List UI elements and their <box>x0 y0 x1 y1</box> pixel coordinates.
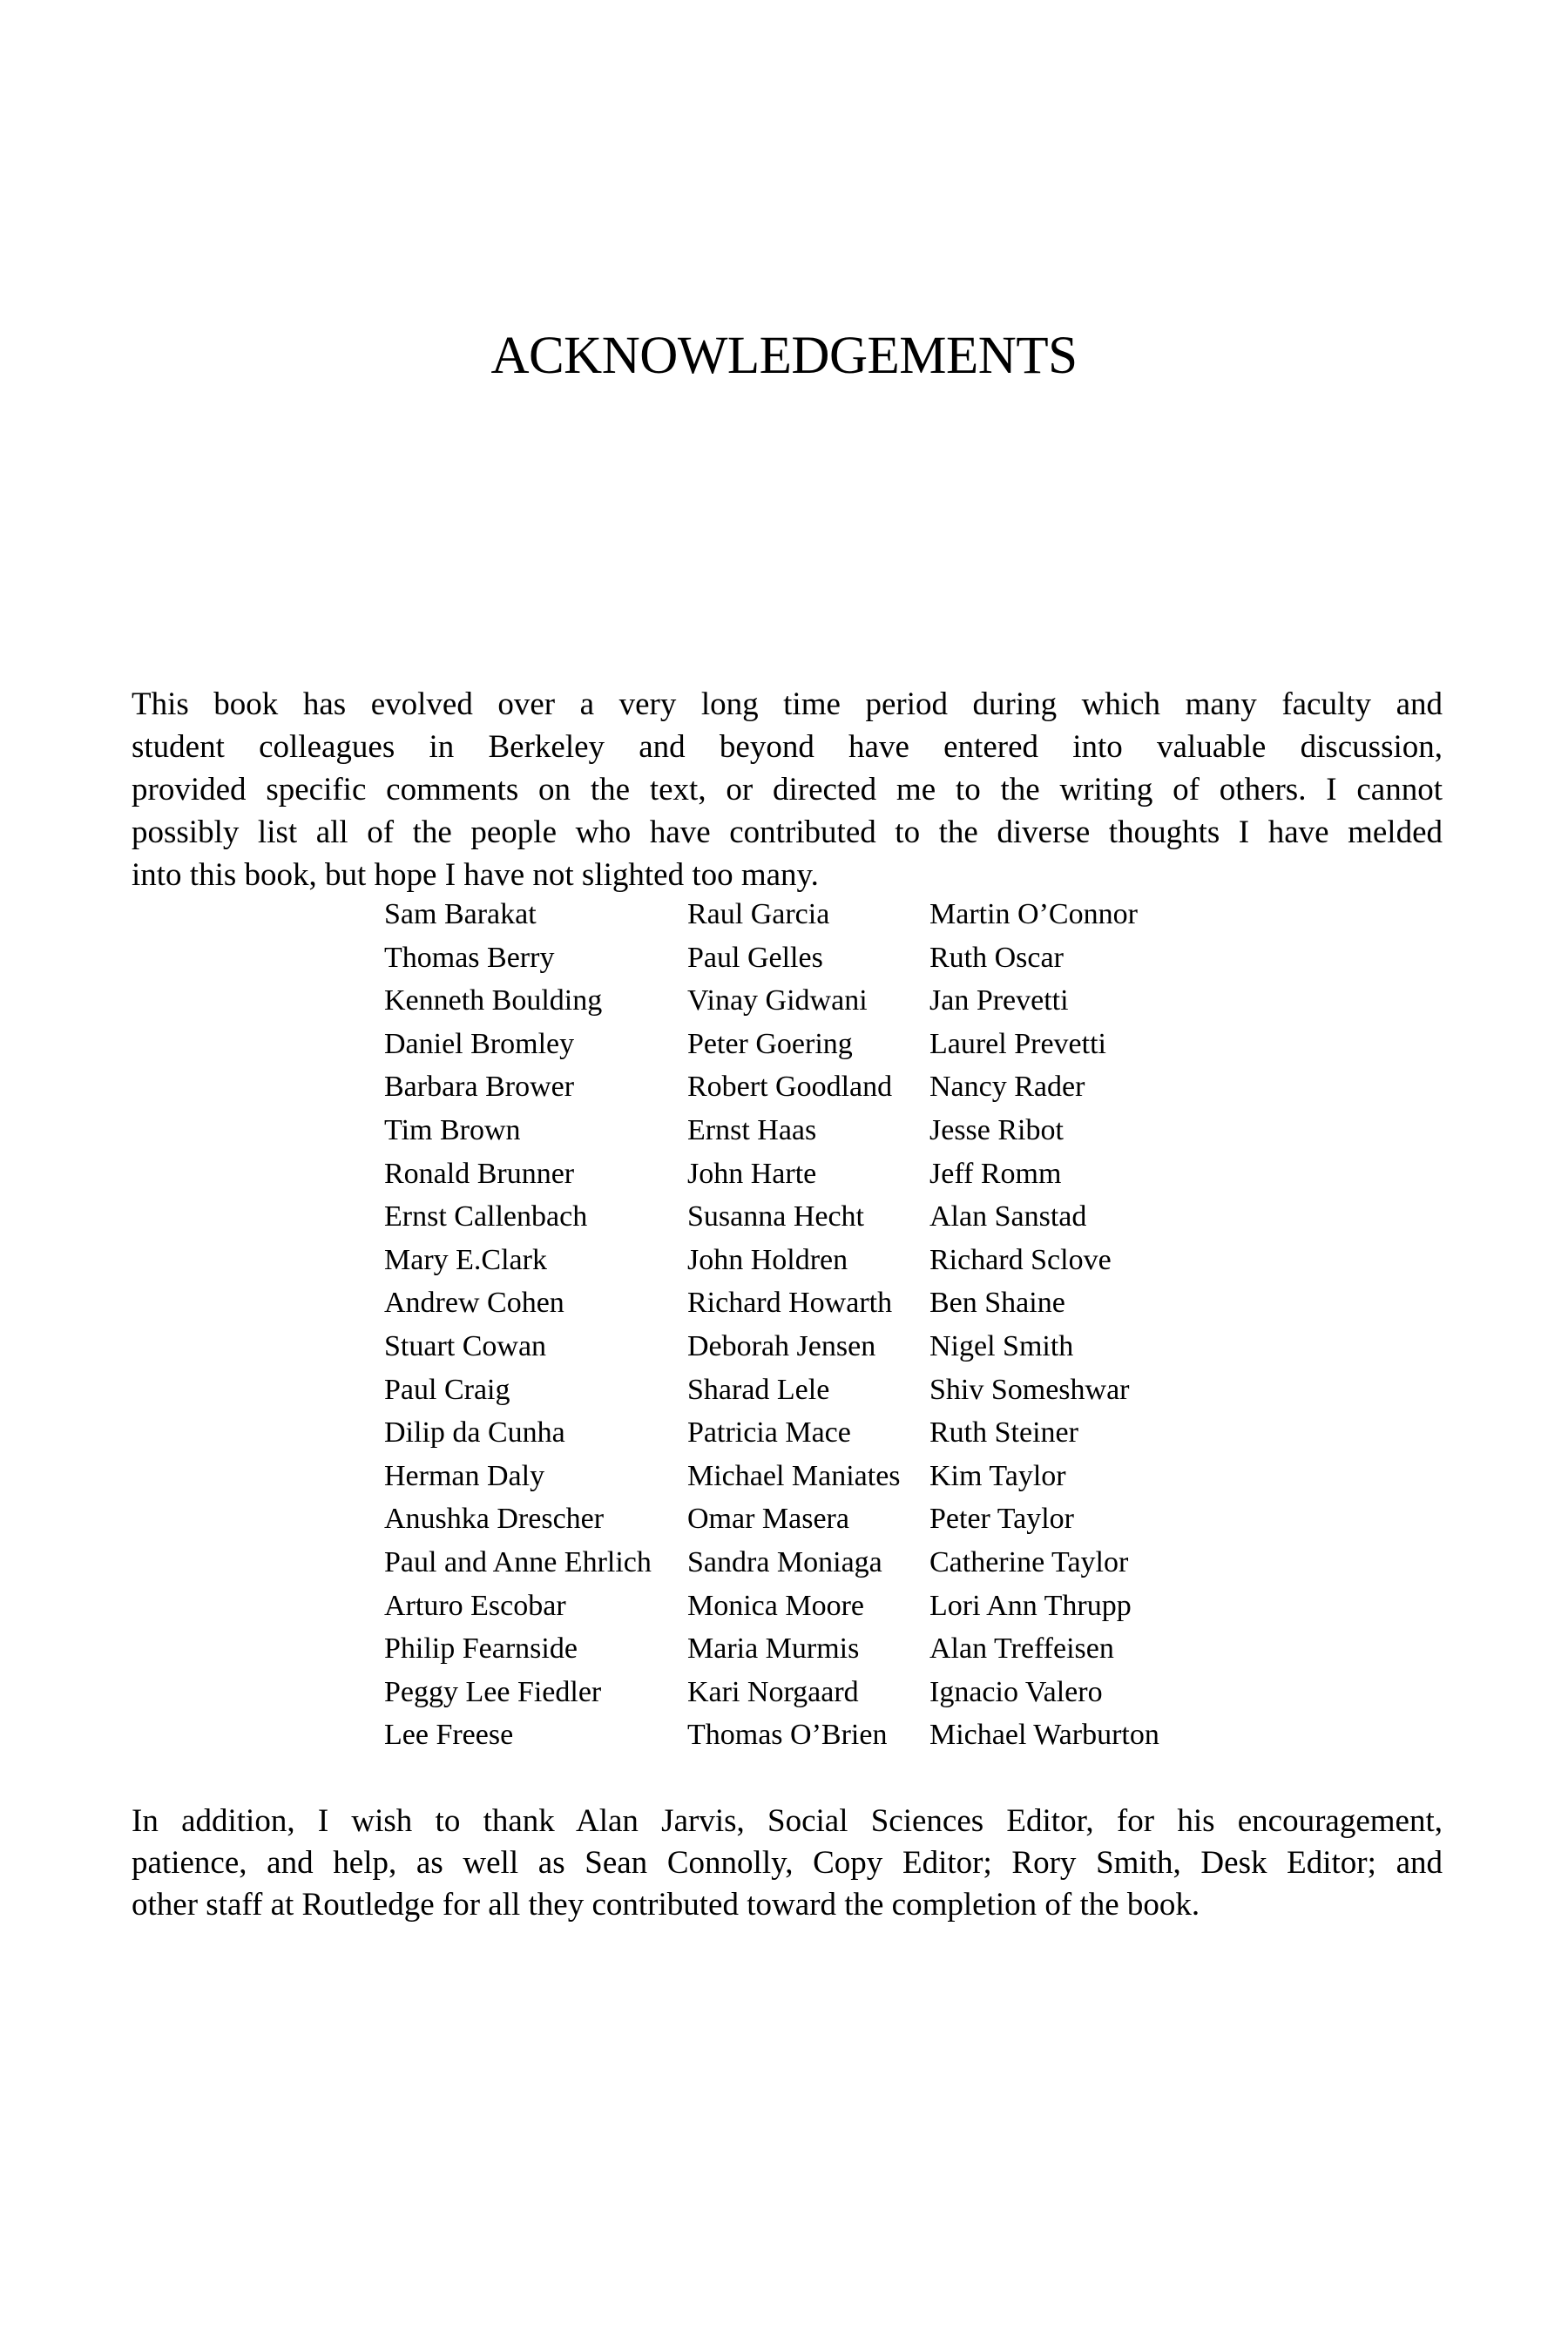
person-name: Lori Ann Thrupp <box>929 1589 1132 1622</box>
person-name: Omar Masera <box>687 1503 849 1536</box>
person-name: Paul and Anne Ehrlich <box>384 1545 652 1578</box>
person-name: Ben Shaine <box>929 1287 1065 1320</box>
names-row <box>384 1152 1255 1196</box>
person-name: Thomas O’Brien <box>687 1719 888 1752</box>
names-row <box>384 1195 1255 1239</box>
person-name: Shiv Someshwar <box>929 1373 1130 1406</box>
person-name: Richard Sclove <box>929 1243 1112 1276</box>
names-row <box>384 1239 1255 1282</box>
names-row <box>384 1023 1255 1066</box>
person-name: Sharad Lele <box>687 1373 830 1406</box>
person-name: Arturo Escobar <box>384 1589 566 1622</box>
names-row <box>384 1497 1255 1541</box>
closing-line: other staff at Routledge for all they contributed toward the completion of the book. <box>132 1887 1200 1923</box>
person-name: Sandra Moniaga <box>687 1545 882 1578</box>
names-row <box>384 1541 1255 1585</box>
names-row <box>384 936 1255 980</box>
names-row <box>384 1325 1255 1369</box>
person-name: Tim Brown <box>384 1113 521 1146</box>
person-name: Paul Craig <box>384 1373 510 1406</box>
closing-paragraph <box>132 1801 1443 1926</box>
person-name: Anushka Drescher <box>384 1503 605 1536</box>
person-name: Mary E.Clark <box>384 1243 547 1276</box>
person-name: Monica Moore <box>687 1589 865 1622</box>
person-name: Patricia Mace <box>687 1416 851 1450</box>
person-name: Ruth Steiner <box>929 1416 1078 1450</box>
person-name: Thomas Berry <box>384 941 555 974</box>
person-name: Susanna Hecht <box>687 1200 865 1233</box>
names-row <box>384 1713 1255 1757</box>
person-name: Alan Treffeisen <box>929 1632 1114 1666</box>
names-list <box>384 893 1255 1757</box>
person-name: Dilip da Cunha <box>384 1416 565 1450</box>
person-name: Laurel Prevetti <box>929 1027 1106 1060</box>
intro-line: student colleagues in Berkeley and beyond have entered into valuable discussion, <box>132 729 1443 765</box>
person-name: Nigel Smith <box>929 1329 1074 1362</box>
names-row <box>384 979 1255 1023</box>
person-name: Nancy Rader <box>929 1071 1085 1104</box>
person-name: Deborah Jensen <box>687 1329 876 1362</box>
closing-line: patience, and help, as well as Sean Connolly, Copy Editor; Rory Smith, Desk Editor; and <box>132 1845 1443 1881</box>
person-name: Stuart Cowan <box>384 1329 547 1362</box>
names-row <box>384 893 1255 936</box>
person-name: Vinay Gidwani <box>687 984 868 1017</box>
intro-line: This book has evolved over a very long time period during which many faculty and <box>132 686 1443 722</box>
person-name: Maria Murmis <box>687 1632 860 1666</box>
person-name: Alan Sanstad <box>929 1200 1087 1233</box>
person-name: John Harte <box>687 1157 817 1190</box>
person-name: Jan Prevetti <box>929 984 1069 1017</box>
person-name: Ruth Oscar <box>929 941 1064 974</box>
names-row <box>384 1369 1255 1412</box>
person-name: Jeff Romm <box>929 1157 1062 1190</box>
person-name: Lee Freese <box>384 1719 514 1752</box>
person-name: Andrew Cohen <box>384 1287 564 1320</box>
person-name: Philip Fearnside <box>384 1632 578 1666</box>
intro-line: possibly list all of the people who have contributed to the diverse thoughts I have melded <box>132 814 1443 850</box>
person-name: Kari Norgaard <box>687 1675 859 1708</box>
names-row <box>384 1411 1255 1455</box>
names-row <box>384 1627 1255 1671</box>
person-name: Ernst Callenbach <box>384 1200 588 1233</box>
person-name: Barbara Brower <box>384 1071 575 1104</box>
person-name: Raul Garcia <box>687 898 830 930</box>
person-name: Kenneth Boulding <box>384 984 603 1017</box>
person-name: Jesse Ribot <box>929 1113 1064 1146</box>
person-name: Ignacio Valero <box>929 1675 1103 1708</box>
intro-line: provided specific comments on the text, or directed me to the writing of others. I cannot <box>132 772 1443 808</box>
person-name: Daniel Bromley <box>384 1027 575 1060</box>
person-name: Martin O’Connor <box>929 898 1138 930</box>
person-name: Peter Goering <box>687 1027 853 1060</box>
person-name: Ernst Haas <box>687 1113 817 1146</box>
page-title: ACKNOWLEDGEMENTS <box>490 327 1078 385</box>
names-row <box>384 1065 1255 1109</box>
names-row <box>384 1455 1255 1498</box>
person-name: Kim Taylor <box>929 1459 1066 1492</box>
names-row <box>384 1671 1255 1714</box>
person-name: Sam Barakat <box>384 898 537 930</box>
names-row <box>384 1585 1255 1628</box>
names-row <box>384 1109 1255 1152</box>
intro-paragraph <box>132 683 1443 896</box>
person-name: Herman Daly <box>384 1459 545 1492</box>
person-name: Catherine Taylor <box>929 1545 1129 1578</box>
person-name: Michael Maniates <box>687 1459 901 1492</box>
person-name: John Holdren <box>687 1243 848 1276</box>
intro-line: into this book, but hope I have not slighted too many. <box>132 857 819 893</box>
person-name: Ronald Brunner <box>384 1157 575 1190</box>
closing-line: In addition, I wish to thank Alan Jarvis, Social Sciences Editor, for his encouragement, <box>132 1803 1443 1839</box>
names-row <box>384 1281 1255 1325</box>
person-name: Paul Gelles <box>687 941 823 974</box>
person-name: Robert Goodland <box>687 1071 893 1104</box>
person-name: Michael Warburton <box>929 1719 1159 1752</box>
person-name: Richard Howarth <box>687 1287 893 1320</box>
person-name: Peggy Lee Fiedler <box>384 1675 602 1708</box>
person-name: Peter Taylor <box>929 1503 1074 1536</box>
